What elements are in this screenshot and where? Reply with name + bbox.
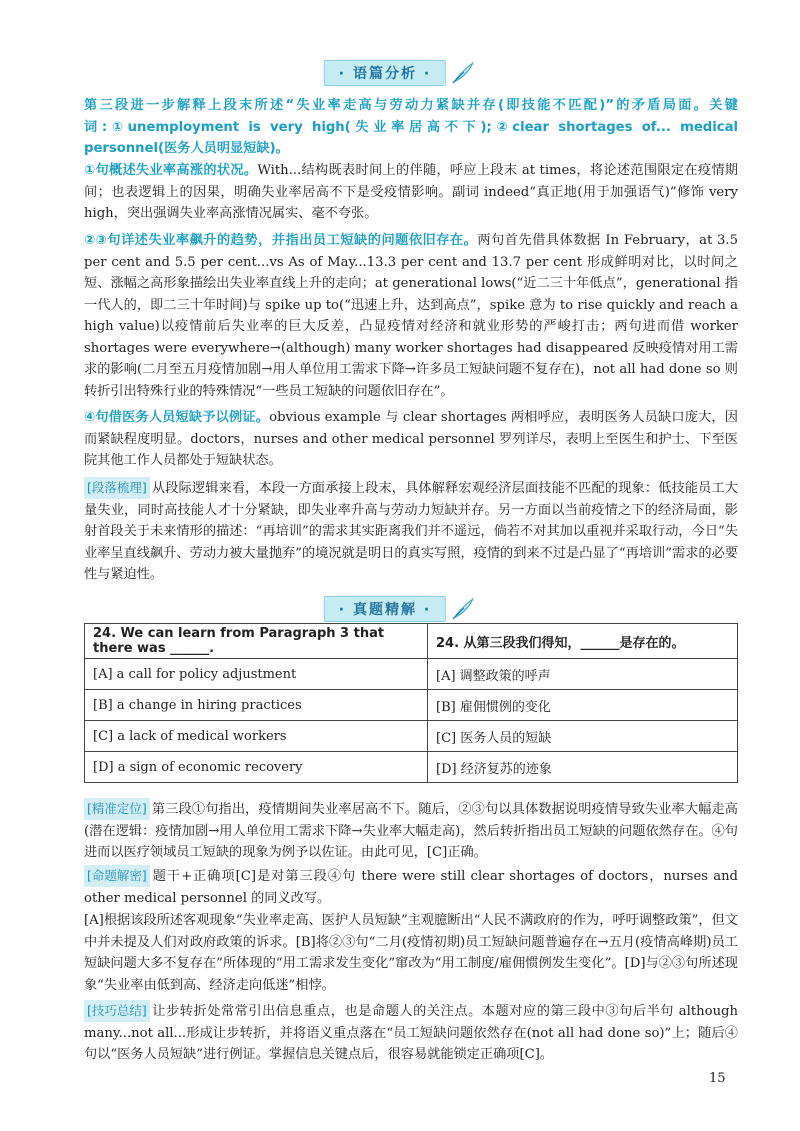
option-row (85, 721, 738, 752)
option-row (85, 659, 738, 690)
analysis-paragraph-2 (84, 230, 738, 402)
option-b-cn: [B] 雇佣惯例的变化 (428, 690, 738, 721)
summary-body: 从段际逻辑来看，本段一方面承接上段末，具体解释宏观经济层面技能不匹配的现象：低技能员工大量失业，同时高技能人才十分紧缺，即失业率升高与劳动力短缺并存。另一方面以当前疫情之下的经济局面，影射首段关于未来情形的描述：“再培训”的需求其实距离我们并不遥远，倘若不对其加以重视并采取行动，今日“失业率呈直线飙升、劳动力被大量抛弃”的境况就是明日的真实写照，疫情的到来不过是凸显了“再培训”需求的必要性与紧迫性。 (84, 481, 738, 582)
analysis-paragraph-3 (84, 407, 738, 472)
option-a-en: [A] a call for policy adjustment (85, 659, 428, 690)
paragraph-summary (84, 477, 738, 586)
question-table (84, 623, 738, 783)
locate-body: 第三段①句指出，疫情期间失业率居高不下。随后，②③句以具体数据说明疫情导致失业率大幅走高(潜在逻辑：疫情加剧→用人单位用工需求下降→失业率大幅走高)，然后转折指出员工短缺的问题依然存在。④句进而以医疗领域员工短缺的现象为例予以佐证。由此可见，[C]正确。 (84, 802, 738, 860)
tip-tag: [技巧总结] (84, 1000, 150, 1022)
question-en: 24. We can learn from Paragraph 3 that there was ______. (85, 624, 428, 659)
option-c-en: [C] a lack of medical workers (85, 721, 428, 752)
section-banner-analysis (324, 60, 476, 86)
page-number: 15 (709, 1071, 726, 1086)
summary-tag: [段落梳理] (84, 477, 150, 499)
section-title: · 语篇分析 · (324, 60, 446, 86)
option-row (85, 690, 738, 721)
paragraph-body: With...结构既表时间上的伴随，呼应上段末 at times，将论述范围限定在疫情期间；也表逻辑上的因果，明确失业率居高不下是受疫情影响。副词 indeed“真正地(用于加强语气)”修饰 very high，突出强调失业率高涨情况属实、毫不夸张。 (84, 163, 738, 221)
question-cn: 24. 从第三段我们得知，______是存在的。 (428, 624, 738, 659)
option-d-en: [D] a sign of economic recovery (85, 752, 428, 783)
question-row (85, 624, 738, 659)
decode-paragraph (84, 865, 738, 909)
feather-pen-icon (450, 60, 476, 86)
option-a-cn: [A] 调整政策的呼声 (428, 659, 738, 690)
option-row (85, 752, 738, 783)
option-b-en: [B] a change in hiring practices (85, 690, 428, 721)
option-c-cn: [C] 医务人员的短缺 (428, 721, 738, 752)
paragraph-body: obvious example 与 clear shortages 两相呼应，表明医务人员缺口庞大，因而紧缺程度明显。doctors，nurses and other medical personnel 罗列详尽，表明上至医生和护士、下至医院其他工作人员都处于短缺状态。 (84, 410, 738, 468)
paragraph-body: 两句首先借具体数据 In February，at 3.5 per cent and 5.5 per cent...vs As of May...13.3 per cent and 13.7 per cent 形成鲜明对比，以时间之短、涨幅之高形象描绘出失业率直线上升的走向；at generational lows(“近二三十年低点”，generational 指一代人的，即二三十年时间)与 spike up to(“迅速上升，达到高点”，spike 意为 to rise quickly and reach a high value)以疫情前后失业率的巨大反差，凸显疫情对经济和就业形势的严峻打击；两句进而借 worker shortages were everywhere→(although) many worker shortages had disappeared 反映疫情对用工需求的影响(二月至五月疫情加剧→用人单位用工需求下降→许多员工短缺问题不复存在)，not all had done so 则转折引出特殊行业的特殊情况“一些员工短缺的问题依旧存在”。 (84, 233, 738, 399)
decode-tag: [命题解密] (84, 865, 150, 887)
paragraph-lead: ②③句详述失业率飙升的趋势，并指出员工短缺的问题依旧存在。 (84, 233, 478, 248)
tip-paragraph (84, 1000, 738, 1066)
wrong-options-paragraph: [A]根据该段所述客观现象“失业率走高、医护人员短缺”主观臆断出“人民不满政府的作为，呼吁调整政策”，但文中并未提及人们对政府政策的诉求。[B]将②③句“二月(疫情初期)员工短缺问题普遍存在→五月(疫情高峰期)员工短缺问题大多不复存在”所体现的“用工需求发生变化”窜改为“用工制度/雇佣惯例发生变化”。[D]与②③句所述现象“失业率由低到高、经济走向低迷”相悖。 (84, 913, 738, 993)
analysis-intro: 第三段进一步解释上段末所述“失业率走高与劳动力紧缺并存(即技能不匹配)”的矛盾局面。关键词:①unemployment is very high(失业率居高不下);②clear shortages of... medical personnel(医务人员明显短缺)。 (84, 98, 738, 156)
locate-paragraph (84, 798, 738, 864)
paragraph-lead: ④句借医务人员短缺予以例证。 (84, 410, 270, 425)
decode-body: 题干+正确项[C]是对第三段④句 there were still clear shortages of doctors，nurses and other medical personnel 的同义改写。 (84, 869, 738, 906)
analysis-paragraph-1 (84, 160, 738, 225)
paragraph-lead: ①句概述失业率高涨的状况。 (84, 163, 258, 178)
tip-body: 让步转折处常常引出信息重点，也是命题人的关注点。本题对应的第三段中③句后半句 although many...not all...形成让步转折，并将语义重点落在“员工短缺问题依然存在(not all had done so)”上；随后④句以“医务人员短缺”进行例证。掌握信息关键点后，很容易就能锁定正确项[C]。 (84, 1004, 738, 1062)
section-banner-solution (324, 596, 476, 622)
feather-pen-icon (450, 596, 476, 622)
locate-tag: [精准定位] (84, 798, 150, 820)
option-d-cn: [D] 经济复苏的迹象 (428, 752, 738, 783)
section-title: · 真题精解 · (324, 596, 446, 622)
